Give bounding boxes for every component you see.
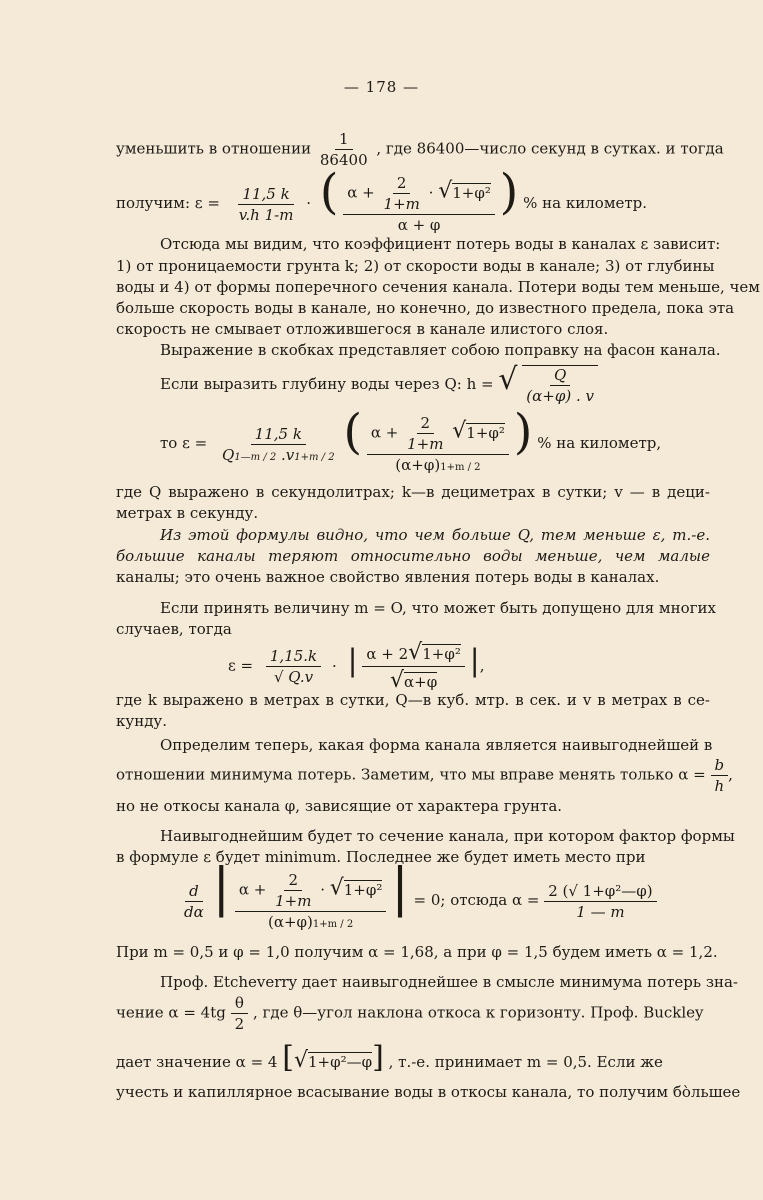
paragraph-line: в формуле ε будет minimum. Последнее же будет иметь место при: [116, 848, 646, 866]
paragraph-line: но не откосы канала φ, зависящие от характера грунта.: [116, 797, 563, 815]
text: чение α = 4tg: [116, 1003, 226, 1022]
exponent: 1—m / 2: [234, 451, 277, 463]
radicand: 1+φ²: [466, 423, 505, 442]
paragraph-line: кунду.: [116, 712, 168, 730]
exponent: 1+m / 2: [440, 462, 481, 473]
denominator: (α+φ) . v: [526, 387, 594, 405]
denominator: v.h 1-m: [238, 205, 294, 224]
text-line-p27: [116, 994, 704, 1033]
left-bracket: |: [347, 643, 358, 679]
paragraph-line: скорость не смывает отложившегося в канале илистого слоя.: [116, 320, 609, 338]
text: α +: [347, 183, 375, 202]
paragraph-line: Из этой формулы видно, что чем больше Q, тем меньше ε, т.-е.: [160, 526, 710, 544]
paragraph-line: 1) от проницаемости грунта k; 2) от скорости воды в канале; 3) от глубины: [116, 257, 715, 275]
paragraph-line: каналы; это очень важное свойство явления потерь воды в каналах.: [116, 568, 660, 586]
paragraph-line: учесть и капиллярное всасывание воды в откосы канала, то получим бо̀льшее: [116, 1083, 741, 1101]
sqrt-icon: √: [408, 640, 423, 665]
paragraph-line: метрах в секунду.: [116, 504, 259, 522]
exponent: 1+m / 2: [312, 919, 354, 930]
numerator: 2 (√ 1+φ²—φ): [544, 882, 656, 902]
text: α + 2: [366, 645, 409, 663]
text: уменьшить в отношении: [116, 139, 312, 158]
text: .v: [281, 445, 295, 464]
fraction: [266, 647, 321, 686]
fraction: [522, 365, 598, 405]
numerator: d: [185, 882, 203, 902]
fraction: [343, 174, 495, 234]
radicand: 1+φ²—φ: [308, 1053, 373, 1071]
fraction: [544, 882, 656, 921]
numerator: 1,15.k: [266, 647, 321, 667]
left-paren: (: [319, 164, 339, 220]
denominator: 1+m: [275, 892, 312, 910]
text: α +: [238, 880, 267, 899]
numerator: 2: [284, 871, 302, 891]
fraction: [367, 414, 509, 474]
paragraph-line: где Q выражено в секундолитрах; k—в дециметрах в сутки; v — в деци-: [116, 483, 710, 501]
denominator: [218, 445, 339, 464]
paragraph-line: Если принять величину m = O, что может быть допущено для многих: [160, 599, 716, 617]
fraction: [380, 174, 424, 213]
left-bracket: |: [212, 858, 231, 918]
formula-h: [160, 362, 598, 405]
text: Если выразить глубину воды через Q: h =: [160, 375, 494, 393]
numerator: Q: [550, 366, 570, 386]
text: (α+φ): [268, 913, 313, 931]
fraction: [271, 871, 315, 910]
text: ε =: [228, 656, 254, 675]
sqrt-icon: √: [293, 1048, 308, 1073]
text: , т.-е. принимает m = 0,5. Если же: [388, 1053, 663, 1071]
fraction: [362, 640, 464, 693]
sqrt-icon: √: [498, 362, 518, 397]
paragraph-line: Определим теперь, какая форма канала является наивыгоднейшей в: [160, 736, 713, 754]
fraction: [231, 994, 249, 1033]
text-line-p28: [116, 1040, 663, 1075]
numerator: α + $\frac{2}{1+m}$ · √1+φ²: [343, 174, 495, 215]
paragraph-line: больше скорость воды в канале, но конечно, до известного предела, пока эта: [116, 299, 735, 317]
text: дает значение α = 4: [116, 1053, 278, 1071]
fraction: [710, 756, 728, 795]
text: (α+φ): [395, 456, 441, 474]
sqrt-icon: √: [452, 418, 467, 444]
paragraph-line: случаев, тогда: [116, 620, 232, 638]
text: % на километр,: [537, 434, 662, 452]
right-paren: ): [499, 164, 519, 220]
right-paren: ): [513, 404, 533, 460]
denominator: [264, 912, 357, 931]
formula-3: ε = $\frac{1,15.k}{√ Q.v}$ · | $\frac{\text{α + 2√1+φ²}}{√\alpha+\varphi}$ |,: [228, 640, 485, 693]
numerator: 11,5 k: [251, 425, 306, 445]
numerator: 2: [393, 174, 411, 194]
text: α +: [370, 423, 399, 442]
sqrt-icon: √: [329, 875, 344, 901]
fraction: [403, 414, 447, 453]
text: отношении минимума потерь. Заметим, что мы вправе менять только α =: [116, 765, 706, 784]
denominator: 86400: [319, 151, 368, 169]
paragraph-line: Отсюда мы видим, что коэффициент потерь воды в каналах ε зависит:: [160, 235, 721, 253]
sqrt-icon: √: [390, 668, 405, 693]
denominator: α + φ: [397, 216, 441, 234]
numerator: θ: [231, 994, 248, 1014]
text: получим: ε =: [116, 194, 220, 212]
numerator: 1: [335, 130, 353, 150]
denominator: 2: [234, 1015, 245, 1033]
left-bracket: [: [282, 1040, 294, 1075]
text: = 0; отсюда α =: [413, 891, 540, 909]
fraction: [235, 185, 298, 224]
left-paren: (: [343, 404, 363, 460]
text: % на километр.: [523, 194, 648, 212]
fraction: [180, 882, 208, 921]
denominator: 1+m: [383, 195, 420, 213]
numerator: 2: [417, 414, 435, 434]
denominator: 1+m: [407, 435, 444, 453]
paragraph-line: При m = 0,5 и φ = 1,0 получим α = 1,68, а при φ = 1,5 будем иметь α = 1,2.: [116, 943, 718, 961]
denominator: h: [714, 777, 725, 795]
formula-1: получим: ε = $\frac{11,5 k}{v.h 1-m}$ · ( α + $\frac{2}{1+m}$ · √1+φ² α + φ ) % на километр.: [116, 164, 648, 234]
denominator: √ Q.v: [273, 668, 314, 686]
paragraph-line: где k выражено в метрах в сутки, Q—в куб. мтр. в сек. и v в метрах в се-: [116, 691, 710, 709]
fraction: [218, 425, 339, 464]
numerator: α + $\frac{2}{1+m}$ · √1+φ²: [235, 871, 387, 912]
sqrt-icon: √: [438, 178, 453, 204]
paragraph-line: Выражение в скобках представляет собою поправку на фасон канала.: [160, 341, 721, 359]
denominator: 1 — m: [576, 902, 625, 921]
page-number: — 178 —: [343, 78, 420, 96]
radicand: 1+φ²: [422, 645, 461, 663]
radicand: 1+φ²: [452, 183, 491, 202]
paragraph-line: Наивыгоднейшим будет то сечение канала, при котором фактор формы: [160, 827, 735, 845]
denominator: [391, 455, 484, 474]
denominator: dα: [184, 902, 204, 921]
text-line-1: [116, 130, 724, 169]
paragraph-line: большие каналы теряют относительно воды меньше, чем малые: [116, 547, 710, 565]
radicand: 1+φ²: [343, 880, 383, 899]
paragraph-line: воды и 4) от формы поперечного сечения канала. Потери воды тем меньше, чем: [116, 278, 760, 296]
formula-2: [160, 404, 662, 474]
text: Q: [222, 445, 235, 464]
fraction: [235, 871, 387, 931]
numerator: [362, 640, 464, 667]
right-bracket: ]: [372, 1040, 384, 1075]
radicand: α+φ: [404, 673, 438, 691]
text: , где 86400—число секунд в сутках. и тогда: [376, 139, 724, 158]
paragraph-line: Проф. Etcheverry дает наивыгоднейшее в смысле минимума потерь зна-: [160, 973, 739, 991]
formula-derivative: [180, 858, 657, 931]
exponent: 1+m / 2: [294, 451, 335, 463]
text-line-p20: отношении минимума потерь. Заметим, что мы вправе менять только α = $\frac{b}{h}$ ,: [116, 756, 733, 795]
numerator: b: [711, 756, 729, 776]
text: то ε =: [160, 434, 208, 452]
text: , где θ—угол наклона откоса к горизонту. Проф. Buckley: [252, 1003, 704, 1022]
right-bracket: |: [391, 858, 409, 918]
numerator: 11,5 k: [238, 185, 293, 205]
numerator: [367, 414, 509, 455]
right-bracket: |: [469, 643, 480, 679]
